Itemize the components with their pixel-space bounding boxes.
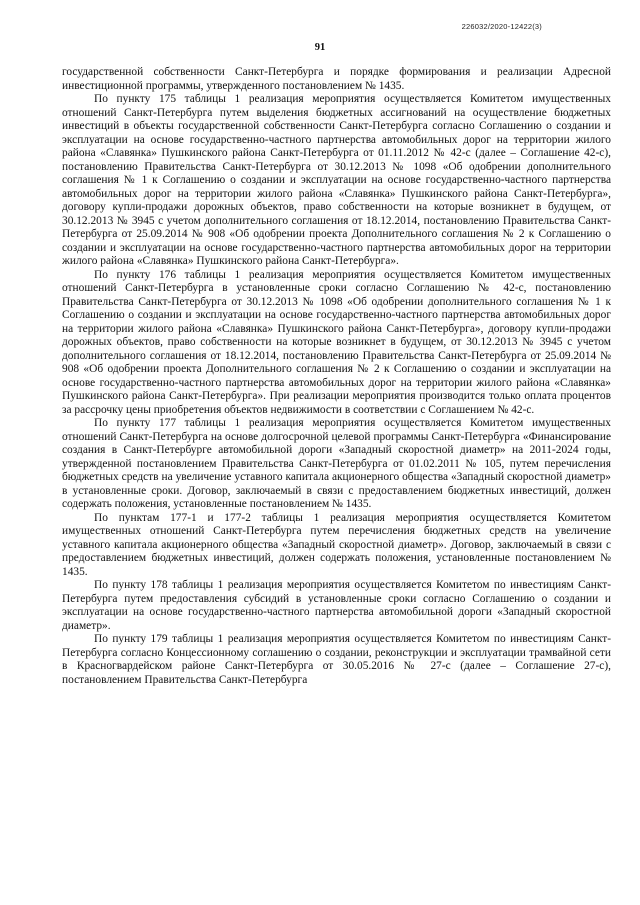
paragraph-items-177-1-177-2: По пунктам 177-1 и 177-2 таблицы 1 реализация мероприятия осуществляется Комитетом имущественных отношений Санкт-Петербурга путем перечисления бюджетных средств на увеличение уставного капитала акционерного общества «Западный скоростной диаметр». Договор, заключаемый в связи с предоставлением бюджетных инвестиций, должен содержать положения, установленные постановлением № 1435.: [62, 511, 611, 578]
paragraph-item-176: По пункту 176 таблицы 1 реализация мероприятия осуществляется Комитетом имущественных отношений Санкт-Петербурга в установленные сроки согласно Соглашению № 42-с, постановлению Правительства Санкт-Петербурга от 30.12.2013 № 1098 «Об одобрении дополнительного соглашения № 1 к Соглашению о создании и эксплуатации на основе государственно-частного партнерства автомобильных дорог на территории жилого района «Славянка» Пушкинского района Санкт-Петербурга», договору купли-продажи дорожных объектов, право собственности на которые возникнет в будущем, от 30.12.2013 № 3945 с учетом дополнительного соглашения от 18.12.2014, постановлению Правительства Санкт-Петербурга от 25.09.2014 № 908 «Об одобрении проекта Дополнительного соглашения № 2 к Соглашению о создании и эксплуатации на основе государственно-частного партнерства автомобильных дорог на территории жилого района «Славянка» Пушкинского района Санкт-Петербурга». При реализации мероприятия производится только оплата процентов за рассрочку цены приобретения объектов недвижимости в соответствии с Соглашением № 42-с.: [62, 268, 611, 416]
paragraph-item-179: По пункту 179 таблицы 1 реализация мероприятия осуществляется Комитетом по инвестициям Санкт-Петербурга согласно Концессионному соглашению о создании, реконструкции и эксплуатации трамвайной сети в Красногвардейском районе Санкт-Петербурга от 30.05.2016 № 27-с (далее – Соглашение 27-с), постановлением Правительства Санкт-Петербурга: [62, 633, 611, 686]
document-reference-number: 226032/2020-12422(3): [461, 22, 542, 31]
document-body: [62, 66, 611, 687]
paragraph-item-175: По пункту 175 таблицы 1 реализация мероприятия осуществляется Комитетом имущественных отношений Санкт-Петербурга путем выделения бюджетных ассигнований на осуществление бюджетных инвестиций в объекты государственной собственности Санкт-Петербурга согласно Соглашению о создании и эксплуатации на основе государственно-частного партнерства автомобильных дорог на территории жилого района «Славянка» Пушкинского района Санкт-Петербурга от 01.11.2012 № 42-с (далее – Соглашение 42-с), постановлению Правительства Санкт-Петербурга от 30.12.2013 № 1098 «Об одобрении дополнительного соглашения № 1 к Соглашению о создании и эксплуатации на основе государственно-частного партнерства автомобильных дорог на территории жилого района «Славянка» Пушкинского района Санкт-Петербурга», договору купли-продажи дорожных объектов, право собственности на которые возникнет в будущем, от 30.12.2013 № 3945 с учетом дополнительного соглашения от 18.12.2014, постановлению Правительства Санкт-Петербурга от 25.09.2014 № 908 «Об одобрении проекта Дополнительного соглашения № 2 к Соглашению о создании и эксплуатации на основе государственно-частного партнерства автомобильных дорог на территории жилого района «Славянка» Пушкинского района Санкт-Петербурга».: [62, 93, 611, 267]
paragraph-item-177: По пункту 177 таблицы 1 реализация мероприятия осуществляется Комитетом имущественных отношений Санкт-Петербурга на основе долгосрочной целевой программы Санкт-Петербурга «Финансирование создания в Санкт-Петербурге автомобильной дороги «Западный скоростной диаметр» на 2011-2024 годы, утвержденной постановлением Правительства Санкт-Петербурга от 01.02.2011 № 105, путем перечисления бюджетных средств на увеличение уставного капитала акционерного общества «Западный скоростной диаметр» в установленные сроки. Договор, заключаемый в связи с предоставлением бюджетных инвестиций, должен содержать положения, установленные постановлением № 1435.: [62, 417, 611, 510]
page-number: 91: [314, 42, 326, 53]
paragraph-continuation: государственной собственности Санкт-Петербурга и порядке формирования и реализации Адресной инвестиционной программы, утвержденного постановлением № 1435.: [62, 66, 611, 92]
paragraph-item-178: По пункту 178 таблицы 1 реализация мероприятия осуществляется Комитетом по инвестициям Санкт-Петербурга путем предоставления субсидий в установленные сроки согласно Соглашению о создании и эксплуатации на основе государственно-частного партнерства автомобильной дороги «Западный скоростной диаметр».: [62, 579, 611, 632]
